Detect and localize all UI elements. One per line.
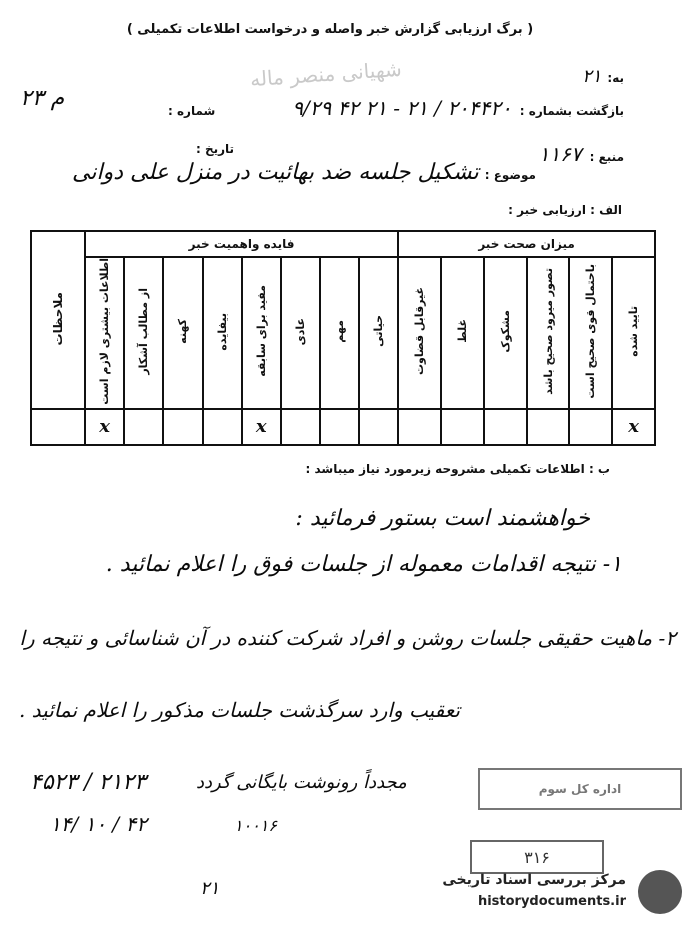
mark-empty bbox=[281, 409, 320, 445]
mark-notes bbox=[31, 409, 85, 445]
initials: ۲۱ bbox=[200, 878, 220, 899]
handwritten-line-1: خواهشمند است بستور فرمائید : bbox=[295, 506, 590, 531]
watermark-fa: مرکز بررسی اسناد تاریخی bbox=[442, 872, 626, 888]
watermark-en: historydocuments.ir bbox=[477, 894, 626, 909]
mark-empty bbox=[398, 409, 441, 445]
handwritten-line-4: تعقیب وارد سرگذشت جلسات مذکور را اعلام نمائید . bbox=[18, 698, 460, 722]
col-vital: حیاتی bbox=[359, 257, 398, 409]
mark-confirmed: x bbox=[612, 409, 655, 445]
col-not-judgeable: غیرقابل قضاوت bbox=[398, 257, 441, 409]
source-value: ۱۱۶۷ bbox=[538, 142, 582, 166]
margin-note: ۲۳ م bbox=[20, 86, 65, 111]
handwritten-line-3: ۲- ماهیت حقیقی جلسات روشن و افراد شرکت کننده در آن شناسائی و نتیجه را bbox=[19, 626, 676, 650]
col-likely-true: باحتمال قوی صحیح است bbox=[569, 257, 612, 409]
to-value: ۲۱ bbox=[582, 66, 602, 87]
watermark-logo-icon bbox=[638, 870, 682, 914]
handwritten-line-2: ۱- نتیجه اقدامات معموله از جلسات فوق را اعلام نمائید . bbox=[105, 552, 622, 577]
mark-empty bbox=[320, 409, 359, 445]
mark-empty bbox=[441, 409, 484, 445]
stamp-number: ۳۱۶ bbox=[470, 840, 604, 874]
col-doubtful: مشکوک bbox=[484, 257, 527, 409]
return-row bbox=[292, 96, 624, 120]
handwritten-ref: ۴۵۲۳ / ۲۱۲۳ bbox=[30, 770, 146, 795]
return-value: ۲۰۴۴۲۰ / ۲۱ - ۲۱ ۴۲ ۹/۲۹ bbox=[292, 96, 512, 120]
col-ordinary: عادی bbox=[281, 257, 320, 409]
number-label: شماره : bbox=[168, 104, 216, 118]
col-more-info: اطلاعات بیشتری لازم است bbox=[85, 257, 124, 409]
return-label: بازگشت بشماره : bbox=[519, 104, 624, 118]
subject-row bbox=[72, 160, 536, 185]
col-useless: بیفایده bbox=[203, 257, 242, 409]
section-b-label: ب : اطلاعات تکمیلی مشروحه زیرمورد نیاز میباشد : bbox=[305, 462, 610, 476]
handwritten-note: مجدداً رونوشت بایگانی گردد bbox=[196, 772, 407, 793]
col-confirmed: تایید شده bbox=[612, 257, 655, 409]
col-false: غلط bbox=[441, 257, 484, 409]
mark-empty bbox=[124, 409, 163, 445]
subject-value: تشکیل جلسه ضد بهائیت در منزل علی دوانی bbox=[72, 160, 479, 185]
col-useful-record: مفید برای سابقه bbox=[242, 257, 281, 409]
faint-stamp: شهیانی منصر ماله bbox=[249, 56, 403, 92]
col-probably-true: تصور میرود صحیح باشد bbox=[527, 257, 570, 409]
col-obvious: از مطالب آشکار bbox=[124, 257, 163, 409]
handwritten-number: ۱۰۰۱۶ bbox=[234, 816, 277, 835]
accuracy-group-header: میزان صحت خبر bbox=[398, 231, 655, 257]
mark-empty bbox=[569, 409, 612, 445]
evaluation-table bbox=[30, 230, 656, 438]
department-stamp: اداره کل سوم bbox=[478, 768, 682, 810]
subject-label: موضوع : bbox=[484, 168, 536, 182]
to-label: به: bbox=[607, 71, 624, 85]
watermark bbox=[420, 866, 690, 920]
section-a-label: الف : ارزیابی خبر : bbox=[508, 203, 622, 217]
mark-empty bbox=[359, 409, 398, 445]
mark-useful-record: x bbox=[242, 409, 281, 445]
col-old: کهنه bbox=[163, 257, 202, 409]
notes-header: ملاحظات bbox=[31, 231, 85, 409]
benefit-group-header: فایده واهمیت خبر bbox=[85, 231, 398, 257]
source-label: منبع : bbox=[589, 150, 624, 164]
document-title: ( برگ ارزیابی گزارش خبر واصله و درخواست اطلاعات تکمیلی ) bbox=[126, 22, 534, 37]
mark-empty bbox=[484, 409, 527, 445]
mark-empty bbox=[203, 409, 242, 445]
to-row bbox=[582, 66, 624, 87]
source-row bbox=[539, 142, 624, 166]
handwritten-date: ۱۴/ ۱۰ / ۴۲ bbox=[50, 812, 148, 836]
mark-more-info: x bbox=[85, 409, 124, 445]
date-label: تاریخ : bbox=[196, 142, 235, 156]
mark-empty bbox=[527, 409, 570, 445]
col-important: مهم bbox=[320, 257, 359, 409]
mark-empty bbox=[163, 409, 202, 445]
